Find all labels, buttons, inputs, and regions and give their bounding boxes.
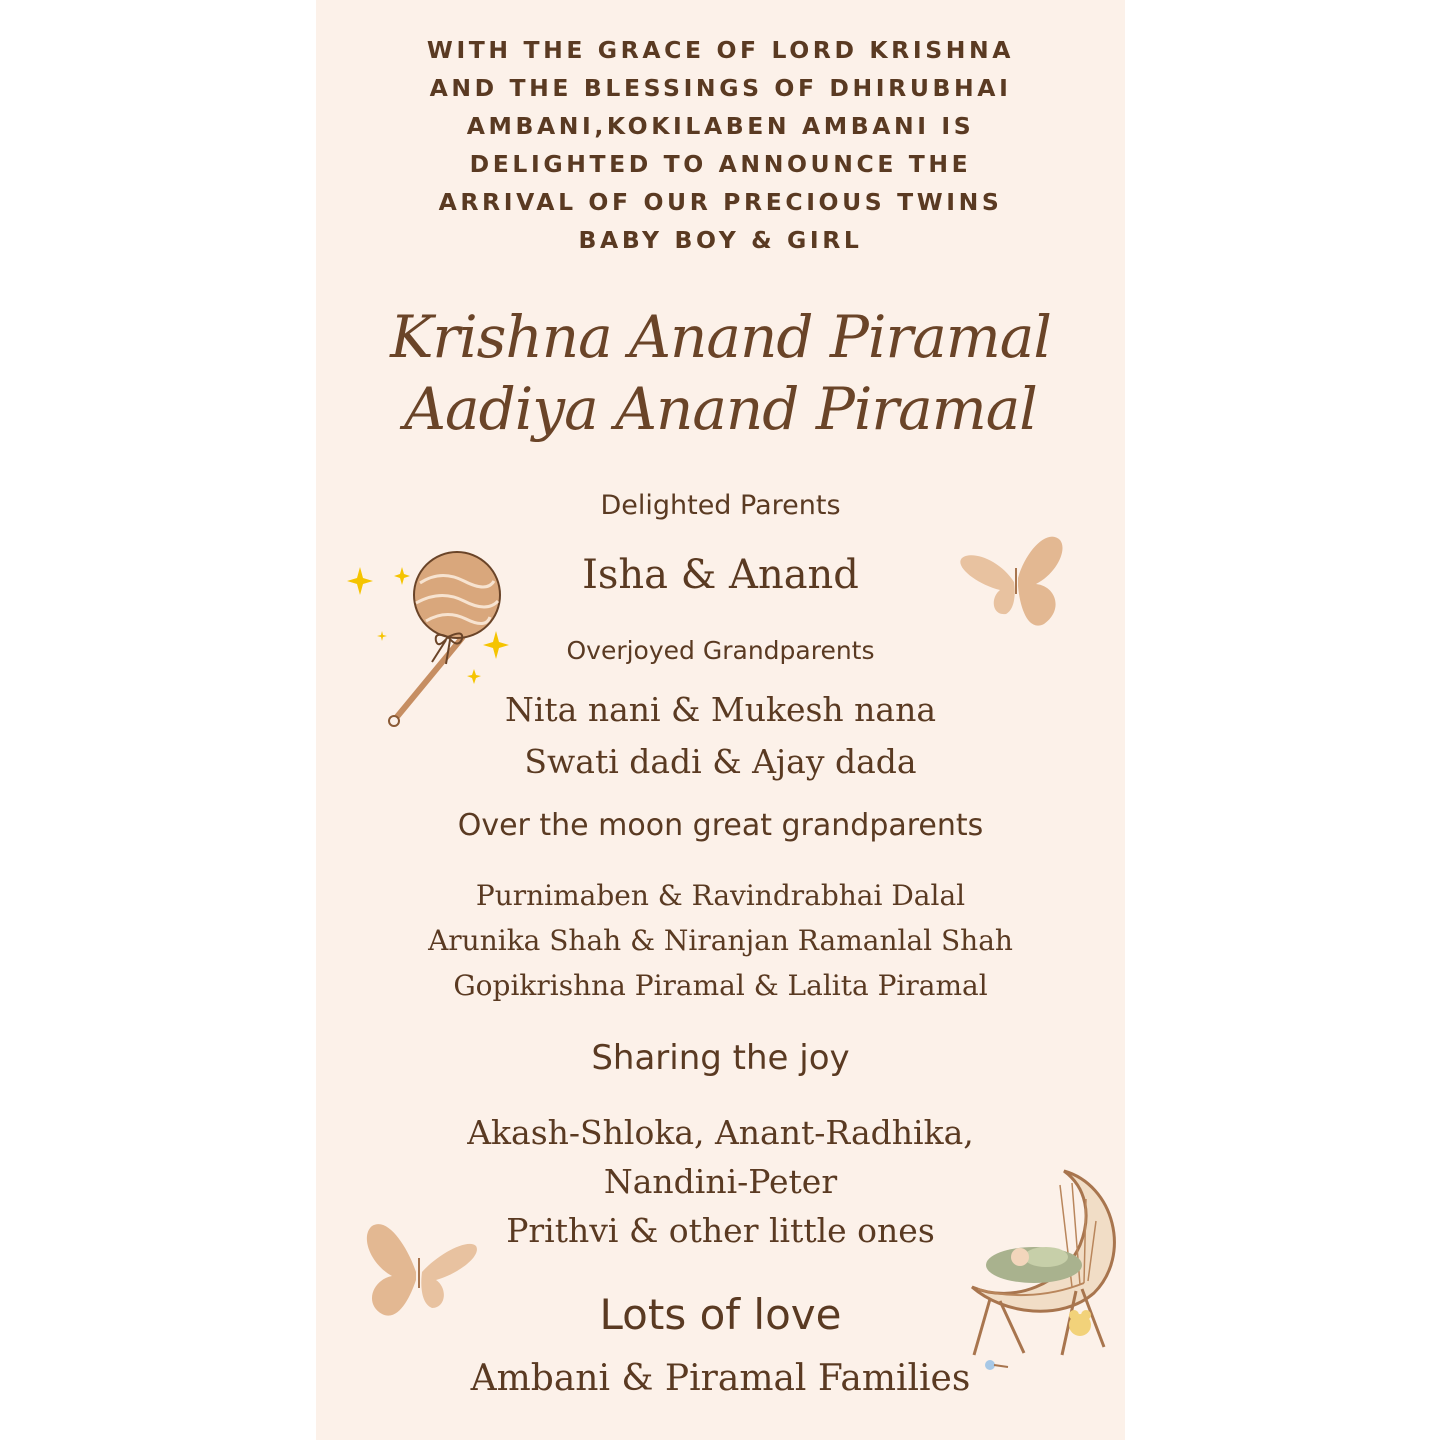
intro-line: AND THE BLESSINGS OF DHIRUBHAI bbox=[429, 74, 1012, 102]
intro-text bbox=[316, 31, 1125, 259]
great-grandparents-heading: Over the moon great grandparents bbox=[457, 808, 984, 843]
announcement-card bbox=[316, 0, 1125, 1440]
intro-line: WITH THE GRACE OF LORD KRISHNA bbox=[426, 36, 1015, 64]
intro-line: AMBANI,KOKILABEN AMBANI IS bbox=[466, 112, 975, 140]
great-grandparents-line: Arunika Shah & Niranjan Ramanlal Shah bbox=[428, 924, 1013, 957]
grandparents-line: Nita nani & Mukesh nana bbox=[504, 690, 937, 729]
baby-name-2: Aadiya Anand Piramal bbox=[404, 375, 1037, 443]
great-grandparents-line: Gopikrishna Piramal & Lalita Piramal bbox=[453, 969, 988, 1002]
baby-name-1: Krishna Anand Piramal bbox=[390, 303, 1051, 371]
rattle-icon bbox=[346, 545, 546, 730]
sharing-line: Nandini-Peter bbox=[603, 1162, 838, 1201]
closing-heading: Lots of love bbox=[599, 1290, 842, 1339]
moon-cradle-icon bbox=[964, 1165, 1125, 1375]
grandparents-heading: Overjoyed Grandparents bbox=[566, 636, 875, 665]
sharing-heading: Sharing the joy bbox=[591, 1038, 850, 1078]
great-grandparents-names bbox=[316, 873, 1125, 1008]
grandparents-line: Swati dadi & Ajay dada bbox=[524, 742, 917, 781]
parents-names: Isha & Anand bbox=[582, 552, 859, 598]
great-grandparents-line: Purnimaben & Ravindrabhai Dalal bbox=[475, 879, 966, 912]
intro-line: DELIGHTED TO ANNOUNCE THE bbox=[469, 150, 972, 178]
sharing-line: Prithvi & other little ones bbox=[506, 1211, 935, 1250]
butterfly-icon bbox=[358, 1218, 480, 1318]
intro-line: BABY BOY & GIRL bbox=[578, 226, 863, 254]
sharing-line: Akash-Shloka, Anant-Radhika, bbox=[467, 1113, 974, 1152]
closing-signature: Ambani & Piramal Families bbox=[470, 1358, 971, 1399]
intro-line: ARRIVAL OF OUR PRECIOUS TWINS bbox=[438, 188, 1003, 216]
butterfly-icon bbox=[956, 530, 1071, 630]
parents-heading: Delighted Parents bbox=[600, 490, 841, 521]
